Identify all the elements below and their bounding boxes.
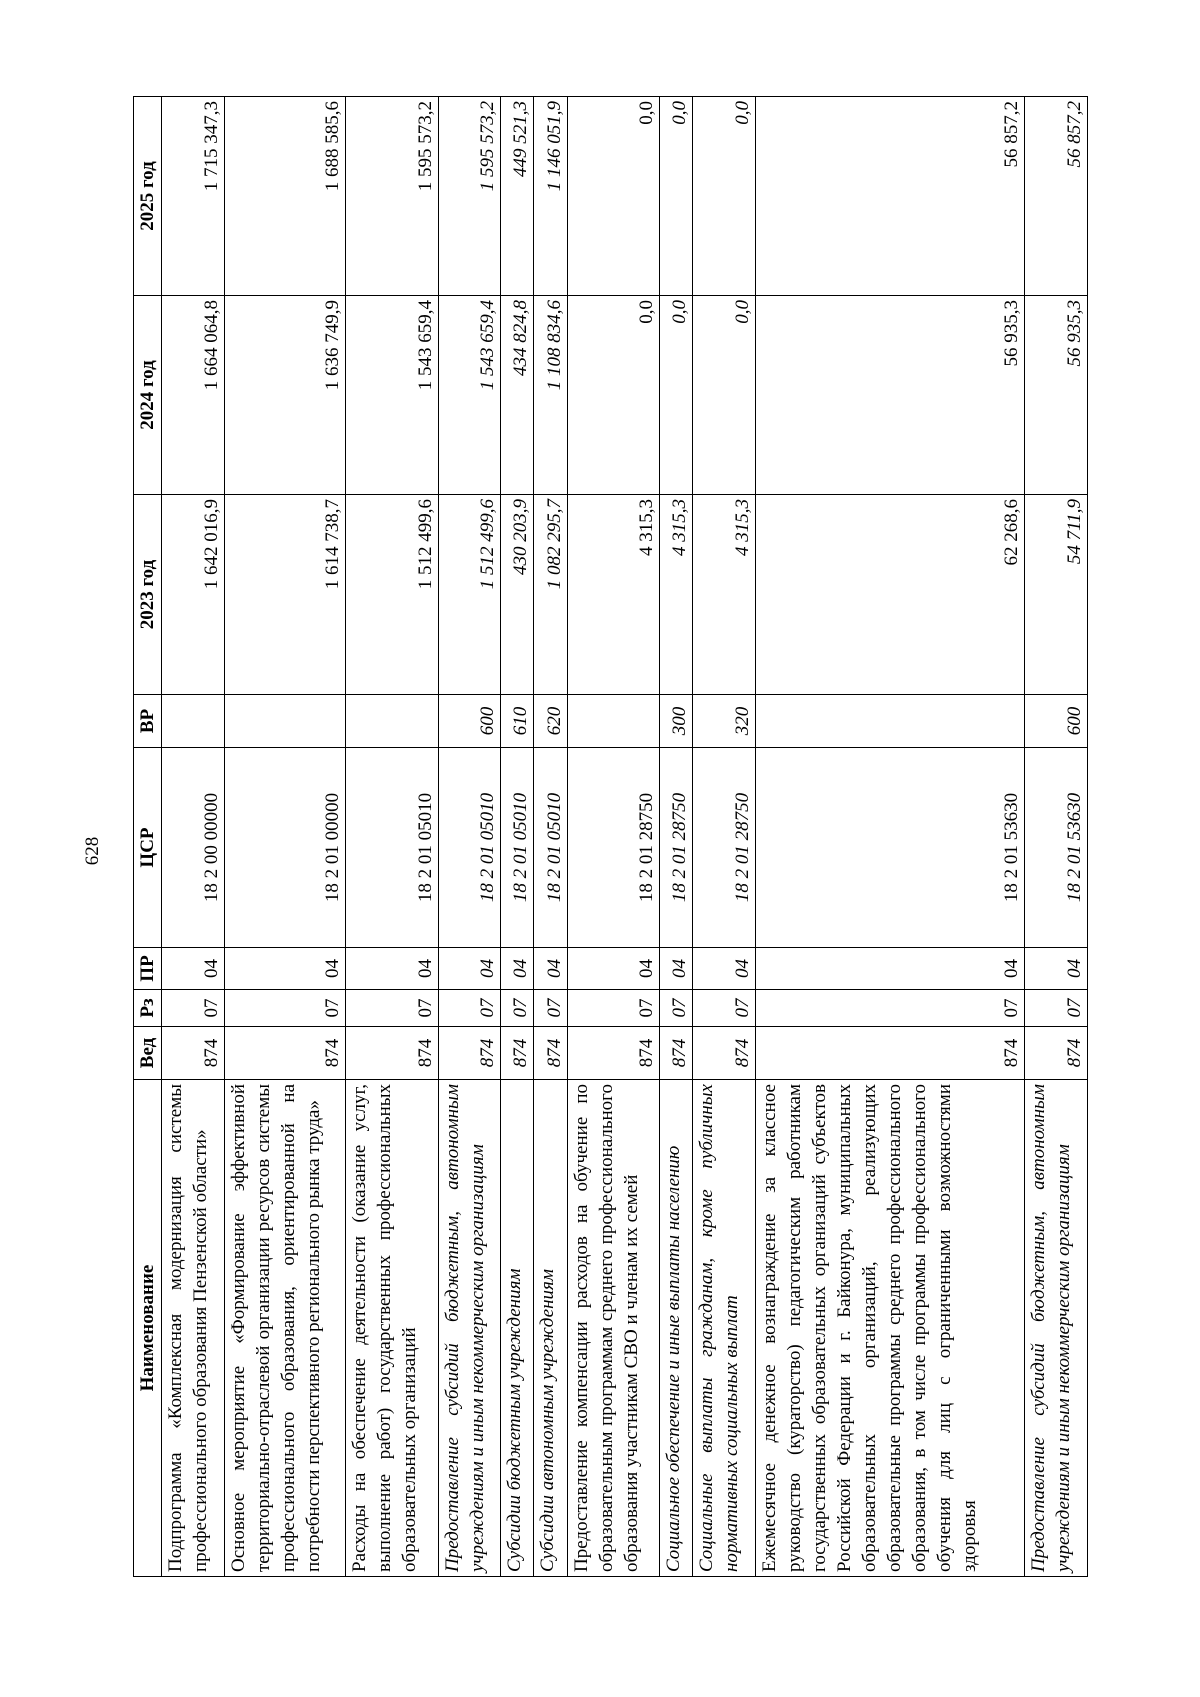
cell-y2025: 1 595 573,2 bbox=[346, 97, 438, 296]
cell-ved: 874 bbox=[346, 1027, 438, 1080]
cell-vr: 610 bbox=[501, 695, 534, 748]
cell-y2023: 4 315,3 bbox=[567, 495, 659, 695]
cell-csr: 18 2 01 53630 bbox=[1025, 748, 1088, 948]
cell-y2024: 0,0 bbox=[659, 296, 692, 495]
cell-vr bbox=[162, 695, 225, 748]
cell-vr: 620 bbox=[534, 695, 567, 748]
cell-csr: 18 2 01 28750 bbox=[659, 748, 692, 948]
table-row bbox=[501, 97, 534, 1577]
cell-pr: 04 bbox=[1025, 948, 1088, 990]
cell-ved: 874 bbox=[501, 1027, 534, 1080]
table-row bbox=[162, 97, 225, 1577]
cell-vr: 320 bbox=[692, 695, 755, 748]
cell-name: Подпрограмма «Комплексная модернизация системы профессионального образования Пензенской области» bbox=[162, 1080, 225, 1577]
table-row bbox=[567, 97, 659, 1577]
cell-name: Предоставление субсидий бюджетным, автономным учреждениям и иным некоммерческим организациям bbox=[1025, 1080, 1088, 1577]
cell-y2025: 1 688 585,6 bbox=[224, 97, 346, 296]
cell-y2024: 56 935,3 bbox=[1025, 296, 1088, 495]
cell-name: Социальное обеспечение и иные выплаты населению bbox=[659, 1080, 692, 1577]
cell-rz: 07 bbox=[162, 990, 225, 1027]
rotated-table-container bbox=[133, 97, 1088, 1577]
cell-vr: 600 bbox=[1025, 695, 1088, 748]
cell-rz: 07 bbox=[438, 990, 501, 1027]
cell-csr: 18 2 01 05010 bbox=[534, 748, 567, 948]
cell-y2023: 1 512 499,6 bbox=[346, 495, 438, 695]
cell-y2025: 1 715 347,3 bbox=[162, 97, 225, 296]
cell-y2023: 62 268,6 bbox=[755, 495, 1025, 695]
cell-y2025: 0,0 bbox=[567, 97, 659, 296]
cell-pr: 04 bbox=[224, 948, 346, 990]
cell-rz: 07 bbox=[567, 990, 659, 1027]
cell-pr: 04 bbox=[659, 948, 692, 990]
header-pr: ПР bbox=[134, 948, 162, 990]
cell-name: Субсидии бюджетным учреждениям bbox=[501, 1080, 534, 1577]
cell-y2024: 1 664 064,8 bbox=[162, 296, 225, 495]
cell-vr bbox=[567, 695, 659, 748]
cell-pr: 04 bbox=[346, 948, 438, 990]
cell-y2023: 1 512 499,6 bbox=[438, 495, 501, 695]
cell-ved: 874 bbox=[162, 1027, 225, 1080]
header-2023: 2023 год bbox=[134, 495, 162, 695]
cell-vr bbox=[224, 695, 346, 748]
header-vr: ВР bbox=[134, 695, 162, 748]
cell-rz: 07 bbox=[534, 990, 567, 1027]
cell-ved: 874 bbox=[1025, 1027, 1088, 1080]
cell-csr: 18 2 01 05010 bbox=[438, 748, 501, 948]
cell-rz: 07 bbox=[224, 990, 346, 1027]
header-ved: Вед bbox=[134, 1027, 162, 1080]
cell-y2024: 0,0 bbox=[692, 296, 755, 495]
cell-ved: 874 bbox=[692, 1027, 755, 1080]
cell-name: Ежемесячное денежное вознаграждение за классное руководство (кураторство) педагогическим работникам государственных образовательных организаций субъектов Российской Федерации и г. Байконура, муниципальных образовательных организаций, реализующих образовательные программы среднего профессионального образования, в том числе программы профессионального обучения для лиц с ограниченными возможностями здоровья bbox=[755, 1080, 1025, 1577]
cell-ved: 874 bbox=[659, 1027, 692, 1080]
table-row bbox=[224, 97, 346, 1577]
cell-y2023: 4 315,3 bbox=[659, 495, 692, 695]
cell-csr: 18 2 00 00000 bbox=[162, 748, 225, 948]
cell-vr: 600 bbox=[438, 695, 501, 748]
cell-y2024: 1 543 659,4 bbox=[438, 296, 501, 495]
cell-name: Предоставление компенсации расходов на обучение по образовательным программам среднего профессионального образования участникам СВО и членам их семей bbox=[567, 1080, 659, 1577]
cell-csr: 18 2 01 05010 bbox=[346, 748, 438, 948]
cell-csr: 18 2 01 28750 bbox=[567, 748, 659, 948]
cell-y2024: 1 108 834,6 bbox=[534, 296, 567, 495]
cell-name: Субсидии автономным учреждениям bbox=[534, 1080, 567, 1577]
cell-y2023: 4 315,3 bbox=[692, 495, 755, 695]
cell-ved: 874 bbox=[438, 1027, 501, 1080]
cell-csr: 18 2 01 28750 bbox=[692, 748, 755, 948]
table-row bbox=[755, 97, 1025, 1577]
cell-name: Предоставление субсидий бюджетным, автономным учреждениям и иным некоммерческим организациям bbox=[438, 1080, 501, 1577]
cell-y2023: 1 082 295,7 bbox=[534, 495, 567, 695]
cell-pr: 04 bbox=[567, 948, 659, 990]
cell-ved: 874 bbox=[224, 1027, 346, 1080]
table-row bbox=[534, 97, 567, 1577]
cell-rz: 07 bbox=[755, 990, 1025, 1027]
cell-rz: 07 bbox=[501, 990, 534, 1027]
cell-pr: 04 bbox=[162, 948, 225, 990]
cell-csr: 18 2 01 00000 bbox=[224, 748, 346, 948]
cell-rz: 07 bbox=[692, 990, 755, 1027]
cell-y2024: 0,0 bbox=[567, 296, 659, 495]
cell-rz: 07 bbox=[1025, 990, 1088, 1027]
cell-y2024: 1 636 749,9 bbox=[224, 296, 346, 495]
table-row bbox=[692, 97, 755, 1577]
cell-y2025: 0,0 bbox=[659, 97, 692, 296]
cell-rz: 07 bbox=[346, 990, 438, 1027]
page-number: 628 bbox=[82, 836, 103, 866]
header-row bbox=[134, 97, 162, 1577]
cell-name: Расходы на обеспечение деятельности (оказание услуг, выполнение работ) государственных профессиональных образовательных организаций bbox=[346, 1080, 438, 1577]
cell-y2025: 0,0 bbox=[692, 97, 755, 296]
cell-y2024: 434 824,8 bbox=[501, 296, 534, 495]
cell-csr: 18 2 01 53630 bbox=[755, 748, 1025, 948]
cell-ved: 874 bbox=[534, 1027, 567, 1080]
cell-vr: 300 bbox=[659, 695, 692, 748]
table-row bbox=[1025, 97, 1088, 1577]
header-name: Наименование bbox=[134, 1080, 162, 1577]
cell-y2025: 1 595 573,2 bbox=[438, 97, 501, 296]
cell-rz: 07 bbox=[659, 990, 692, 1027]
header-csr: ЦСР bbox=[134, 748, 162, 948]
cell-y2025: 56 857,2 bbox=[1025, 97, 1088, 296]
cell-pr: 04 bbox=[755, 948, 1025, 990]
cell-ved: 874 bbox=[567, 1027, 659, 1080]
cell-y2023: 54 711,9 bbox=[1025, 495, 1088, 695]
header-rz: Рз bbox=[134, 990, 162, 1027]
cell-y2023: 1 614 738,7 bbox=[224, 495, 346, 695]
header-2024: 2024 год bbox=[134, 296, 162, 495]
cell-vr bbox=[346, 695, 438, 748]
cell-name: Социальные выплаты гражданам, кроме публичных нормативных социальных выплат bbox=[692, 1080, 755, 1577]
cell-pr: 04 bbox=[501, 948, 534, 990]
cell-pr: 04 bbox=[534, 948, 567, 990]
cell-y2023: 430 203,9 bbox=[501, 495, 534, 695]
table-body bbox=[162, 97, 1088, 1577]
cell-csr: 18 2 01 05010 bbox=[501, 748, 534, 948]
table-row bbox=[346, 97, 438, 1577]
cell-pr: 04 bbox=[438, 948, 501, 990]
cell-vr bbox=[755, 695, 1025, 748]
cell-y2025: 56 857,2 bbox=[755, 97, 1025, 296]
cell-y2024: 56 935,3 bbox=[755, 296, 1025, 495]
cell-y2023: 1 642 016,9 bbox=[162, 495, 225, 695]
cell-y2024: 1 543 659,4 bbox=[346, 296, 438, 495]
cell-name: Основное мероприятие «Формирование эффективной территориально-отраслевой организации ресурсов системы профессионального образования, ориентированной на потребности перспективного регионального рынка труда» bbox=[224, 1080, 346, 1577]
cell-y2025: 1 146 051,9 bbox=[534, 97, 567, 296]
cell-ved: 874 bbox=[755, 1027, 1025, 1080]
header-2025: 2025 год bbox=[134, 97, 162, 296]
cell-y2025: 449 521,3 bbox=[501, 97, 534, 296]
cell-pr: 04 bbox=[692, 948, 755, 990]
budget-table bbox=[133, 96, 1088, 1577]
table-row bbox=[438, 97, 501, 1577]
table-row bbox=[659, 97, 692, 1577]
